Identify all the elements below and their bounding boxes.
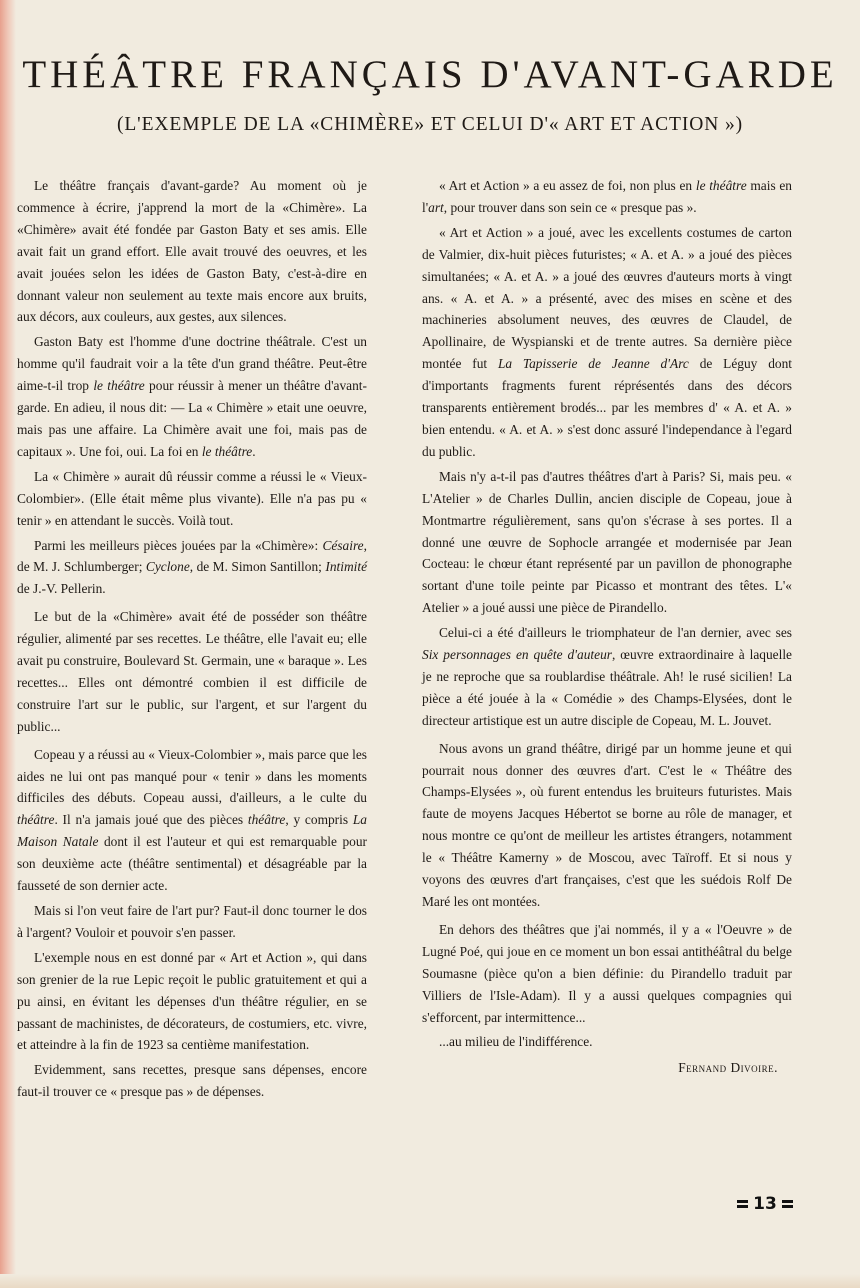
paragraph: Le théâtre français d'avant-garde? Au moment où je commence à écrire, j'apprend la mort de la «Chimère». La «Chimère» avait été fondée par Gaston Baty et ses amis. Elle avait fait un grand effort. Elle avait trouvé des oeuvres, et les avait jouées selon les idées de Gaston Baty, c'est-à-dire en donnant valeur non seulement au texte mais encore aux bruits, aux décors, aux couleurs, aux gestes, aux silences. [17,178,367,325]
paragraph: Mais n'y a-t-il pas d'autres théâtres d'art à Paris? Si, mais peu. « L'Atelier » de Charles Dullin, ancien disciple de Copeau, joue à Montmartre régulièrement, sans qu'on s'écrase à ses portes. Il a donné une œuvre de Sophocle arrangée et modernisée par Jean Cocteau: le chœur étant représenté par un pavillon de phonographe sortant d'une toile peinte par Picasso et montrant des têtes. L'« Atelier » a joué aussi une pièce de Pirandello. [422,468,792,616]
left-column [17,175,367,1103]
paragraph: L'exemple nous en est donné par « Art et Action », qui dans son grenier de la rue Lepic reçoit le public gratuitement et qui a pu ainsi, en évitant les dépenses d'un théâtre régulier, en se passant de machinistes, de décorateurs, de costumiers, etc. vivre, et atteindre à la fin de 1923 sa centième manifestation. [17,949,367,1053]
paragraph: « Art et Action » a joué, avec les excellents costumes de carton de Valmier, dix-huit pièces futuristes; « A. et A. » a joué des pièces simultanées; « A. et A. » a joué des œuvres d'auteurs morts à vingt ans. « A. et A. » a présenté, avec des mises en scène et des machineries absolument neuves, des œuvres de Claudel, de Apollinaire, de Wyspianski et de trente autres. Sa dernière pièce montée fut La Tapisserie de Jeanne d'Arc de Léguy dont d'importants fragments furent réprésentés dans des décors transparents entièrement brodés... par les membres d' « A. et A. » bien entendu. « A. et A. » s'est donc assuré l'independance à l'egard du public. [422,224,793,459]
paragraph: ...au milieu de l'indifférence. [439,1034,593,1050]
paragraph: Celui-ci a été d'ailleurs le triomphateur de l'an dernier, avec ses Six personnages en quête d'auteur, œuvre extraordinaire à laquelle je ne reproche que sa roublardise théâtrale. Ah! le rusé sicilien! La pièce a été jouée à la « Comédie » des Champs-Elysées, dont le directeur artistique est un autre disciple de Copeau, M. L. Jouvet. [422,625,792,728]
paragraph: Parmi les meilleurs pièces jouées par la «Chimère»: Césaire, de M. J. Schlumberger; Cyclone, de M. Simon Santillon; Intimité de J.-V. Pellerin. [17,537,368,597]
article-subtitle: (L'EXEMPLE DE LA «CHIMÈRE» ET CELUI D'« ART ET ACTION ») [116,114,744,135]
page-number [730,1191,800,1217]
paragraph: En dehors des théâtres que j'ai nommés, il y a « l'Oeuvre » de Lugné Poé, qui joue en ce moment un bon essai antithéâtral du belge Soumasne (pièce qu'on a bien définie: du Pirandello traduit par Villiers de l'Isle-Adam). Il y a aussi quelques compagnies qui s'efforcent, par intermittence... [422,921,792,1025]
page-edge-left [0,0,16,1288]
ornament-icon [737,1200,748,1208]
paragraph: Copeau y a réussi au « Vieux-Colombier », mais parce que les aides ne lui ont pas manqué pour « tenir » dans les moments difficiles des débuts. Copeau aussi, d'ailleurs, a le culte du théâtre. Il n'a jamais joué que des pièces théâtre, y compris La Maison Natale dont il est l'auteur et qui est remarquable pour son deuxième acte (théâtre sentimental) et désagréable par la fausseté de son dernier acte. [17,746,368,894]
right-column [422,175,792,1079]
paragraph: Evidemment, sans recettes, presque sans dépenses, encore faut-il trouver ce « presque pas » de dépenses. [17,1062,367,1100]
paragraph: La « Chimère » aurait dû réussir comme a réussi le « Vieux-Colombier». (Elle était même plus vivante). Elle n'a pas pu « tenir » en attendant le succès. Voilà tout. [17,468,367,528]
author-signature: Fernand Divoire. [678,1060,778,1076]
paragraph: Mais si l'on veut faire de l'art pur? Faut-il donc tourner le dos à l'argent? Vouloir et pouvoir s'en passer. [17,903,367,940]
ornament-icon [782,1200,793,1208]
paragraph: Nous avons un grand théâtre, dirigé par un homme jeune et qui pourrait nous donner des œuvres d'art. C'est le « Théâtre des Champs-Elysées », où furent entendus les bruiteurs futuristes. Mais faute de moyens Jacques Hébertot se borne au rôle de manager, et nous montre ce qu'ont de meilleur les artistes étrangers, notamment le « Théâtre Kamerny » de Moscou, avec Taïroff. Et si nous y voyons des œuvres d'art françaises, c'est que les suédois Rolf De Maré les ont montées. [422,740,792,909]
article-title: THÉÂTRE FRANÇAIS D'AVANT-GARDE [22,53,838,96]
paragraph: Le but de la «Chimère» avait été de posséder son théâtre régulier, alimenté par ses recettes. Le théâtre, elle l'avait eu; elle avait pu construire, Boulevard St. Germain, une « baraque ». Les recettes... Elles ont démontré combien il est difficile de construire l'art sur le public, sur l'argent, et sur l'argent du public... [17,609,367,734]
paragraph: Gaston Baty est l'homme d'une doctrine théâtrale. C'est un homme qu'il faudrait voir a la tête d'un grand théâtre. Peut-être aime-t-il trop le théâtre pour réussir à mener un théâtre d'avant-garde. En adieu, il nous dit: — La « Chimère » etait une oeuvre, mais pas une affaire. La Chimère avait une foi, mais pas de capitaux ». Une foi, oui. La foi en le théâtre. [17,334,367,459]
paragraph: « Art et Action » a eu assez de foi, non plus en le théâtre mais en l'art, pour trouver dans son sein ce « presque pas ». [422,178,793,215]
page-edge-bottom [0,1274,860,1288]
page-number-label: 13 [753,1194,777,1214]
